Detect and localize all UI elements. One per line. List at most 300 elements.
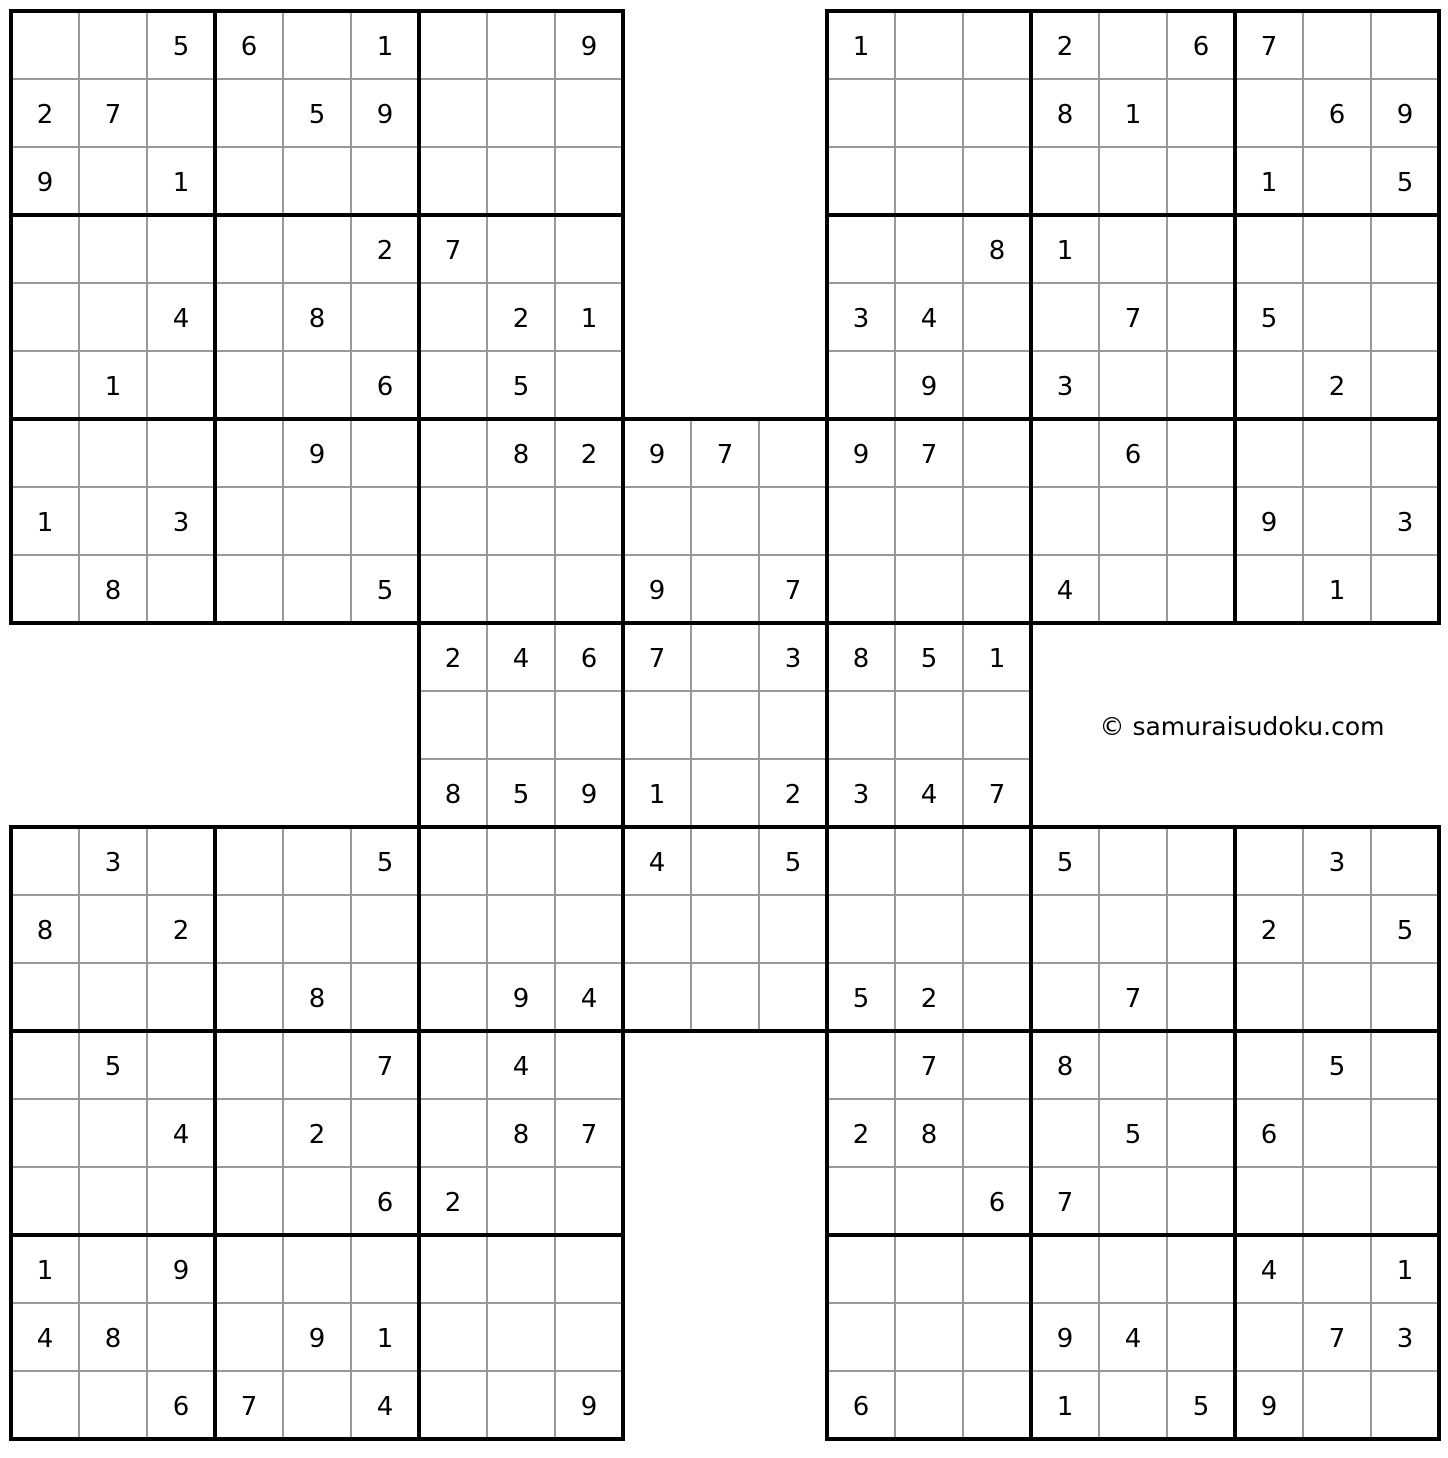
given-digit: 9 <box>512 984 530 1014</box>
sudoku-cell[interactable] <box>419 827 487 895</box>
sudoku-cell[interactable] <box>1167 555 1235 623</box>
sudoku-cell[interactable] <box>487 555 555 623</box>
given-digit: 7 <box>784 576 802 606</box>
sudoku-cell[interactable] <box>963 827 1031 895</box>
sudoku-cell[interactable] <box>487 1303 555 1371</box>
sudoku-cell[interactable] <box>691 759 759 827</box>
sudoku-cell[interactable] <box>283 1167 351 1235</box>
given-digit: 9 <box>1260 508 1278 538</box>
given-digit: 1 <box>172 168 190 198</box>
sudoku-cell[interactable] <box>555 691 623 759</box>
sudoku-cell[interactable] <box>555 827 623 895</box>
sudoku-cell[interactable] <box>827 487 895 555</box>
sudoku-cell[interactable] <box>147 555 215 623</box>
sudoku-cell[interactable] <box>1371 351 1439 419</box>
sudoku-cell[interactable] <box>419 1235 487 1303</box>
sudoku-cell[interactable] <box>215 1031 283 1099</box>
sudoku-cell[interactable] <box>79 1235 147 1303</box>
sudoku-cell[interactable] <box>623 895 691 963</box>
sudoku-cell[interactable] <box>1303 963 1371 1031</box>
sudoku-cell[interactable] <box>1031 487 1099 555</box>
sudoku-cell[interactable] <box>827 1235 895 1303</box>
given-digit: 6 <box>376 372 394 402</box>
sudoku-cell[interactable] <box>215 351 283 419</box>
given-digit: 5 <box>1056 848 1074 878</box>
sudoku-cell[interactable] <box>11 1167 79 1235</box>
sudoku-cell[interactable] <box>1167 215 1235 283</box>
given-digit: 8 <box>512 1120 530 1150</box>
sudoku-cell[interactable] <box>283 1371 351 1439</box>
sudoku-cell[interactable] <box>283 827 351 895</box>
sudoku-cell[interactable] <box>759 487 827 555</box>
sudoku-cell[interactable] <box>351 895 419 963</box>
sudoku-cell[interactable] <box>215 79 283 147</box>
sudoku-cell[interactable] <box>283 895 351 963</box>
sudoku-cell[interactable] <box>963 895 1031 963</box>
sudoku-cell[interactable] <box>1303 895 1371 963</box>
sudoku-cell[interactable] <box>1303 419 1371 487</box>
sudoku-cell[interactable] <box>79 283 147 351</box>
sudoku-cell[interactable] <box>827 79 895 147</box>
sudoku-cell[interactable] <box>1167 1303 1235 1371</box>
sudoku-cell[interactable] <box>419 11 487 79</box>
given-digit: 8 <box>512 440 530 470</box>
given-digit: 7 <box>1124 984 1142 1014</box>
sudoku-cell[interactable] <box>1167 895 1235 963</box>
sudoku-cell[interactable] <box>1371 1371 1439 1439</box>
sudoku-cell[interactable] <box>351 147 419 215</box>
given-digit: 1 <box>1396 1256 1414 1286</box>
sudoku-cell[interactable] <box>1303 283 1371 351</box>
sudoku-cell[interactable] <box>555 895 623 963</box>
sudoku-cell[interactable] <box>351 283 419 351</box>
sudoku-cell[interactable] <box>79 147 147 215</box>
sudoku-cell[interactable] <box>79 1099 147 1167</box>
given-digit: 5 <box>1396 168 1414 198</box>
sudoku-cell[interactable] <box>79 11 147 79</box>
sudoku-cell[interactable] <box>1303 487 1371 555</box>
sudoku-cell[interactable] <box>963 1303 1031 1371</box>
given-digit: 6 <box>1124 440 1142 470</box>
sudoku-cell[interactable] <box>215 147 283 215</box>
sudoku-cell[interactable] <box>147 1303 215 1371</box>
given-digit: 2 <box>308 1120 326 1150</box>
sudoku-cell[interactable] <box>1167 283 1235 351</box>
sudoku-cell[interactable] <box>1371 283 1439 351</box>
sudoku-cell[interactable] <box>1371 419 1439 487</box>
sudoku-cell[interactable] <box>79 419 147 487</box>
sudoku-cell[interactable] <box>79 963 147 1031</box>
sudoku-cell[interactable] <box>283 1031 351 1099</box>
given-digit: 9 <box>920 372 938 402</box>
sudoku-cell[interactable] <box>147 1167 215 1235</box>
sudoku-cell[interactable] <box>759 419 827 487</box>
sudoku-cell[interactable] <box>215 963 283 1031</box>
sudoku-cell[interactable] <box>419 351 487 419</box>
sudoku-cell[interactable] <box>1031 1235 1099 1303</box>
given-digit: 2 <box>512 304 530 334</box>
given-digit: 2 <box>1260 916 1278 946</box>
sudoku-cell[interactable] <box>215 827 283 895</box>
sudoku-cell[interactable] <box>1371 827 1439 895</box>
sudoku-cell[interactable] <box>963 147 1031 215</box>
sudoku-cell[interactable] <box>11 963 79 1031</box>
sudoku-cell[interactable] <box>1371 1167 1439 1235</box>
sudoku-cell[interactable] <box>759 963 827 1031</box>
given-digit: 2 <box>1056 32 1074 62</box>
sudoku-cell[interactable] <box>1167 487 1235 555</box>
sudoku-cell[interactable] <box>1371 1099 1439 1167</box>
sudoku-cell[interactable] <box>895 215 963 283</box>
sudoku-cell[interactable] <box>1167 419 1235 487</box>
sudoku-cell[interactable] <box>759 691 827 759</box>
given-digit: 7 <box>1260 32 1278 62</box>
sudoku-cell[interactable] <box>623 487 691 555</box>
sudoku-cell[interactable] <box>215 895 283 963</box>
sudoku-cell[interactable] <box>1167 1099 1235 1167</box>
sudoku-cell[interactable] <box>215 555 283 623</box>
sudoku-cell[interactable] <box>1235 351 1303 419</box>
sudoku-cell[interactable] <box>487 1167 555 1235</box>
sudoku-cell[interactable] <box>147 827 215 895</box>
sudoku-cell[interactable] <box>963 1099 1031 1167</box>
sudoku-cell[interactable] <box>419 1031 487 1099</box>
sudoku-cell[interactable] <box>895 11 963 79</box>
sudoku-cell[interactable] <box>1031 419 1099 487</box>
sudoku-cell[interactable] <box>1235 1031 1303 1099</box>
sudoku-cell[interactable] <box>1303 1371 1371 1439</box>
sudoku-cell[interactable] <box>487 215 555 283</box>
given-digit: 8 <box>308 304 326 334</box>
sudoku-cell[interactable] <box>555 1031 623 1099</box>
sudoku-cell[interactable] <box>419 895 487 963</box>
sudoku-cell[interactable] <box>1235 555 1303 623</box>
given-digit: 3 <box>784 644 802 674</box>
given-digit: 4 <box>172 1120 190 1150</box>
sudoku-cell[interactable] <box>1099 827 1167 895</box>
sudoku-cell[interactable] <box>79 895 147 963</box>
sudoku-cell[interactable] <box>1167 1031 1235 1099</box>
given-digit: 4 <box>1124 1324 1142 1354</box>
given-digit: 1 <box>1260 168 1278 198</box>
sudoku-cell[interactable] <box>963 79 1031 147</box>
sudoku-cell[interactable] <box>283 11 351 79</box>
given-digit: 8 <box>104 1324 122 1354</box>
given-digit: 5 <box>512 780 530 810</box>
given-digit: 4 <box>1056 576 1074 606</box>
sudoku-cell[interactable] <box>1099 895 1167 963</box>
given-digit: 1 <box>376 32 394 62</box>
sudoku-cell[interactable] <box>555 147 623 215</box>
given-digit: 9 <box>1260 1392 1278 1422</box>
sudoku-cell[interactable] <box>419 487 487 555</box>
sudoku-cell[interactable] <box>487 11 555 79</box>
sudoku-cell[interactable] <box>1303 11 1371 79</box>
sudoku-cell[interactable] <box>419 1303 487 1371</box>
sudoku-cell[interactable] <box>1031 895 1099 963</box>
given-digit: 6 <box>240 32 258 62</box>
sudoku-cell[interactable] <box>1371 555 1439 623</box>
sudoku-cell[interactable] <box>11 11 79 79</box>
sudoku-cell[interactable] <box>759 895 827 963</box>
sudoku-cell[interactable] <box>79 1167 147 1235</box>
sudoku-cell[interactable] <box>283 351 351 419</box>
sudoku-cell[interactable] <box>963 351 1031 419</box>
sudoku-cell[interactable] <box>963 283 1031 351</box>
sudoku-cell[interactable] <box>1167 147 1235 215</box>
sudoku-cell[interactable] <box>1099 487 1167 555</box>
sudoku-cell[interactable] <box>487 1371 555 1439</box>
sudoku-cell[interactable] <box>11 827 79 895</box>
sudoku-cell[interactable] <box>215 419 283 487</box>
sudoku-cell[interactable] <box>555 1303 623 1371</box>
sudoku-cell[interactable] <box>895 1167 963 1235</box>
given-digit: 1 <box>648 780 666 810</box>
sudoku-cell[interactable] <box>215 487 283 555</box>
sudoku-cell[interactable] <box>963 1235 1031 1303</box>
sudoku-cell[interactable] <box>1235 419 1303 487</box>
given-digit: 9 <box>648 576 666 606</box>
sudoku-cell[interactable] <box>215 1099 283 1167</box>
given-digit: 3 <box>172 508 190 538</box>
sudoku-cell[interactable] <box>419 963 487 1031</box>
given-digit: 1 <box>36 1256 54 1286</box>
sudoku-cell[interactable] <box>419 1099 487 1167</box>
sudoku-cell[interactable] <box>827 351 895 419</box>
given-digit: 3 <box>852 304 870 334</box>
sudoku-cell[interactable] <box>419 419 487 487</box>
sudoku-cell[interactable] <box>351 1235 419 1303</box>
sudoku-cell[interactable] <box>691 623 759 691</box>
sudoku-cell[interactable] <box>1235 79 1303 147</box>
sudoku-cell[interactable] <box>895 1235 963 1303</box>
sudoku-cell[interactable] <box>283 215 351 283</box>
sudoku-cell[interactable] <box>147 215 215 283</box>
sudoku-cell[interactable] <box>827 147 895 215</box>
sudoku-cell[interactable] <box>147 419 215 487</box>
given-digit: 9 <box>36 168 54 198</box>
sudoku-cell[interactable] <box>827 691 895 759</box>
sudoku-cell[interactable] <box>1235 963 1303 1031</box>
sudoku-cell[interactable] <box>1099 11 1167 79</box>
sudoku-cell[interactable] <box>963 487 1031 555</box>
sudoku-cell[interactable] <box>1303 1235 1371 1303</box>
sudoku-cell[interactable] <box>419 147 487 215</box>
sudoku-cell[interactable] <box>1303 1167 1371 1235</box>
sudoku-cell[interactable] <box>283 1235 351 1303</box>
given-digit: 1 <box>36 508 54 538</box>
sudoku-cell[interactable] <box>1099 1031 1167 1099</box>
sudoku-cell[interactable] <box>691 827 759 895</box>
sudoku-cell[interactable] <box>11 351 79 419</box>
sudoku-cell[interactable] <box>419 283 487 351</box>
sudoku-cell[interactable] <box>963 1371 1031 1439</box>
sudoku-cell[interactable] <box>691 895 759 963</box>
sudoku-cell[interactable] <box>1303 215 1371 283</box>
sudoku-cell[interactable] <box>419 1371 487 1439</box>
sudoku-cell[interactable] <box>215 215 283 283</box>
sudoku-cell[interactable] <box>147 79 215 147</box>
given-digit: 5 <box>172 32 190 62</box>
sudoku-cell[interactable] <box>283 487 351 555</box>
sudoku-cell[interactable] <box>895 895 963 963</box>
sudoku-cell[interactable] <box>963 691 1031 759</box>
sudoku-cell[interactable] <box>487 827 555 895</box>
sudoku-cell[interactable] <box>1099 555 1167 623</box>
sudoku-cell[interactable] <box>1031 1099 1099 1167</box>
given-digit: 9 <box>1396 100 1414 130</box>
sudoku-cell[interactable] <box>1371 215 1439 283</box>
sudoku-cell[interactable] <box>11 215 79 283</box>
sudoku-cell[interactable] <box>487 79 555 147</box>
sudoku-cell[interactable] <box>963 11 1031 79</box>
sudoku-cell[interactable] <box>1235 1303 1303 1371</box>
sudoku-cell[interactable] <box>1031 283 1099 351</box>
sudoku-cell[interactable] <box>1099 1167 1167 1235</box>
sudoku-cell[interactable] <box>1371 963 1439 1031</box>
sudoku-cell[interactable] <box>895 1303 963 1371</box>
sudoku-cell[interactable] <box>691 487 759 555</box>
sudoku-cell[interactable] <box>827 827 895 895</box>
sudoku-cell[interactable] <box>1371 1031 1439 1099</box>
sudoku-cell[interactable] <box>827 1031 895 1099</box>
sudoku-cell[interactable] <box>487 895 555 963</box>
sudoku-cell[interactable] <box>215 283 283 351</box>
sudoku-cell[interactable] <box>419 555 487 623</box>
given-digit: 8 <box>1056 100 1074 130</box>
sudoku-cell[interactable] <box>827 895 895 963</box>
sudoku-cell[interactable] <box>1167 351 1235 419</box>
sudoku-cell[interactable] <box>895 1371 963 1439</box>
sudoku-cell[interactable] <box>1235 215 1303 283</box>
sudoku-cell[interactable] <box>351 1099 419 1167</box>
given-digit: 2 <box>36 100 54 130</box>
sudoku-cell[interactable] <box>963 419 1031 487</box>
sudoku-cell[interactable] <box>1099 1371 1167 1439</box>
sudoku-cell[interactable] <box>555 79 623 147</box>
sudoku-cell[interactable] <box>79 487 147 555</box>
sudoku-cell[interactable] <box>963 555 1031 623</box>
sudoku-cell[interactable] <box>555 487 623 555</box>
sudoku-cell[interactable] <box>1303 1099 1371 1167</box>
given-digit: 8 <box>988 236 1006 266</box>
sudoku-cell[interactable] <box>487 147 555 215</box>
given-digit: 8 <box>308 984 326 1014</box>
sudoku-cell[interactable] <box>1167 827 1235 895</box>
sudoku-cell[interactable] <box>691 691 759 759</box>
sudoku-cell[interactable] <box>895 79 963 147</box>
sudoku-cell[interactable] <box>1371 11 1439 79</box>
given-digit: 7 <box>920 1052 938 1082</box>
sudoku-cell[interactable] <box>351 419 419 487</box>
given-digit: 7 <box>104 100 122 130</box>
sudoku-cell[interactable] <box>11 283 79 351</box>
sudoku-cell[interactable] <box>351 487 419 555</box>
given-digit: 4 <box>920 304 938 334</box>
sudoku-cell[interactable] <box>215 1235 283 1303</box>
sudoku-cell[interactable] <box>215 1167 283 1235</box>
sudoku-cell[interactable] <box>1099 147 1167 215</box>
sudoku-cell[interactable] <box>419 79 487 147</box>
sudoku-cell[interactable] <box>895 827 963 895</box>
given-digit: 4 <box>36 1324 54 1354</box>
sudoku-cell[interactable] <box>827 555 895 623</box>
sudoku-cell[interactable] <box>1099 1235 1167 1303</box>
given-digit: 2 <box>444 1188 462 1218</box>
sudoku-cell[interactable] <box>827 215 895 283</box>
sudoku-cell[interactable] <box>283 555 351 623</box>
sudoku-cell[interactable] <box>11 1371 79 1439</box>
sudoku-cell[interactable] <box>79 1371 147 1439</box>
sudoku-cell[interactable] <box>283 147 351 215</box>
sudoku-cell[interactable] <box>895 487 963 555</box>
given-digit: 5 <box>1192 1392 1210 1422</box>
given-digit: 4 <box>648 848 666 878</box>
sudoku-cell[interactable] <box>147 963 215 1031</box>
sudoku-cell[interactable] <box>487 1235 555 1303</box>
sudoku-cell[interactable] <box>1235 1167 1303 1235</box>
sudoku-cell[interactable] <box>691 963 759 1031</box>
sudoku-cell[interactable] <box>11 1031 79 1099</box>
given-digit: 7 <box>920 440 938 470</box>
sudoku-cell[interactable] <box>215 1303 283 1371</box>
sudoku-cell[interactable] <box>351 963 419 1031</box>
given-digit: 6 <box>1328 100 1346 130</box>
sudoku-cell[interactable] <box>827 1303 895 1371</box>
sudoku-cell[interactable] <box>1031 963 1099 1031</box>
sudoku-cell[interactable] <box>963 1031 1031 1099</box>
given-digit: 5 <box>376 848 394 878</box>
sudoku-cell[interactable] <box>827 1167 895 1235</box>
sudoku-cell[interactable] <box>555 215 623 283</box>
sudoku-cell[interactable] <box>147 351 215 419</box>
sudoku-cell[interactable] <box>1303 147 1371 215</box>
sudoku-cell[interactable] <box>1167 79 1235 147</box>
sudoku-cell[interactable] <box>11 1099 79 1167</box>
sudoku-cell[interactable] <box>895 147 963 215</box>
sudoku-cell[interactable] <box>1235 827 1303 895</box>
sudoku-cell[interactable] <box>555 1235 623 1303</box>
sudoku-cell[interactable] <box>963 963 1031 1031</box>
given-digit: 5 <box>1328 1052 1346 1082</box>
sudoku-cell[interactable] <box>419 691 487 759</box>
sudoku-cell[interactable] <box>11 555 79 623</box>
sudoku-cell[interactable] <box>79 215 147 283</box>
sudoku-cell[interactable] <box>895 691 963 759</box>
given-digit: 1 <box>580 304 598 334</box>
given-digit: 6 <box>1192 32 1210 62</box>
sudoku-cell[interactable] <box>1031 147 1099 215</box>
sudoku-cell[interactable] <box>1167 1235 1235 1303</box>
sudoku-cell[interactable] <box>555 555 623 623</box>
sudoku-cell[interactable] <box>487 691 555 759</box>
sudoku-cell[interactable] <box>555 1167 623 1235</box>
given-digit: 9 <box>1056 1324 1074 1354</box>
sudoku-cell[interactable] <box>1167 1167 1235 1235</box>
sudoku-cell[interactable] <box>691 555 759 623</box>
sudoku-cell[interactable] <box>623 963 691 1031</box>
sudoku-cell[interactable] <box>623 691 691 759</box>
sudoku-cell[interactable] <box>147 1031 215 1099</box>
sudoku-cell[interactable] <box>1167 963 1235 1031</box>
sudoku-cell[interactable] <box>555 351 623 419</box>
sudoku-cell[interactable] <box>487 487 555 555</box>
sudoku-cell[interactable] <box>1099 215 1167 283</box>
sudoku-cell[interactable] <box>11 419 79 487</box>
sudoku-cell[interactable] <box>1099 351 1167 419</box>
given-digit: 1 <box>1056 236 1074 266</box>
sudoku-cell[interactable] <box>895 555 963 623</box>
